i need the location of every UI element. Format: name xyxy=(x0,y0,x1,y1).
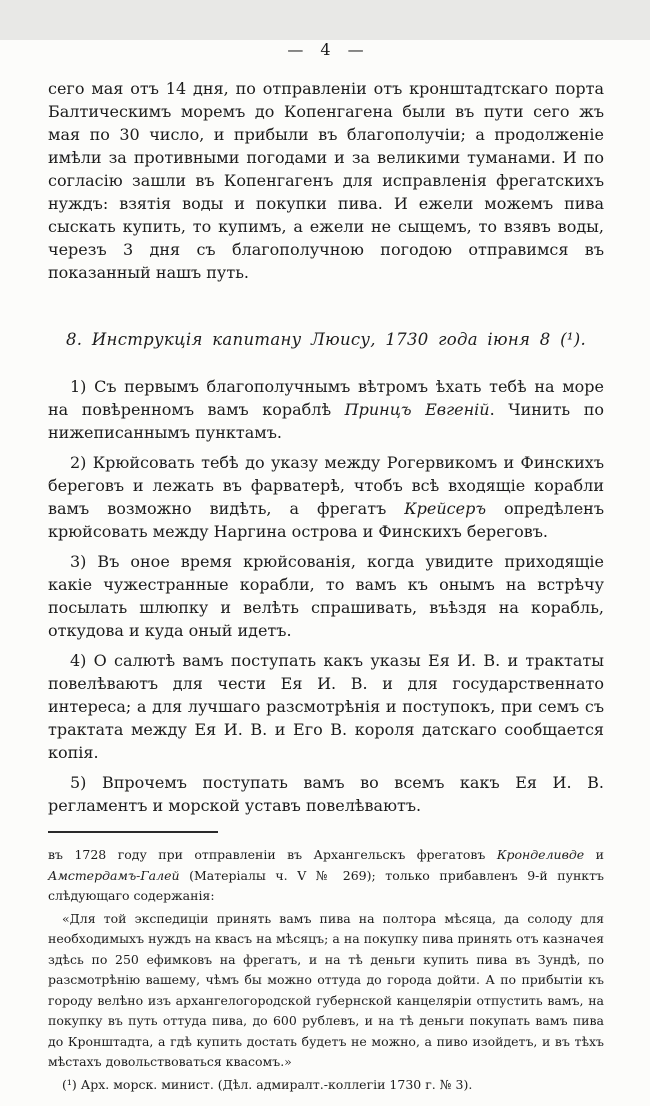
instruction-item-2 xyxy=(48,451,604,543)
instruction-2-text: 2) Крюйсовать тебѣ до указу между Рогервикомъ и Финскихъ береговъ и лежать въ фарватерѣ, чтобъ всѣ входящіе корабли вамъ возможно видѣть, а фрегатъ xyxy=(48,453,604,518)
instruction-item-1 xyxy=(48,375,604,444)
footnote-separator xyxy=(48,831,218,833)
ship-name-kreyser: Крейсеръ xyxy=(404,499,486,518)
instruction-1-text-after: . Чинить по нижеписаннымъ пунктамъ. xyxy=(48,400,604,442)
footnotes-block xyxy=(48,845,604,1095)
scanned-book-page xyxy=(0,40,650,1106)
section-heading: 8. Инструкція капитану Люису, 1730 года іюня 8 (¹). xyxy=(65,330,587,349)
instruction-2-text-after: опредѣленъ крюйсовать между Наргина острова и Финскихъ береговъ. xyxy=(48,499,604,541)
footnote-continuation-mid: и xyxy=(584,847,604,862)
footnote-continuation xyxy=(48,845,604,907)
ship-name-prince-eugene: Принцъ Евгеній xyxy=(344,400,490,419)
footnote-continuation-after: (Матеріалы ч. V № 269); только прибавленъ 9-й пунктъ слѣдующаго содержанія: xyxy=(48,867,604,903)
footnote-quote: «Для той экспедиціи принять вамъ пива на полтора мѣсяца, да солоду для необходимыхъ нуждъ на квасъ на мѣсяцъ; а на покупку пива принять отъ казначея здѣсь по 250 ефимковъ на фрегатъ, и на тѣ деньги купить пива въ Зундѣ, по разсмотрѣнію вашему, чѣмъ бы можно оттуда до города дойти. А по прибытіи къ городу велѣно изъ архангелогородской губернской канцеляріи отпустить вамъ, на покупку въ путь оттуда пива, до 600 рублевъ, и на тѣ деньги покупать вамъ пива до Кронштадта, а гдѣ купить достать будетъ не можно, а пиво изойдетъ, и въ тѣхъ мѣстахъ довольствоваться квасомъ.» xyxy=(48,910,604,1069)
ship-name-amsterdam-galey: Амстердамъ-Галей xyxy=(48,867,180,883)
instruction-item-5: 5) Впрочемъ поступать вамъ во всемъ какъ Ея И. В. регламентъ и морской уставъ повелѣваютъ. xyxy=(48,773,604,815)
instruction-1-text: 1) Съ первымъ благополучнымъ вѣтромъ ѣхать тебѣ на море на повѣренномъ вамъ кораблѣ xyxy=(48,377,604,419)
instruction-item-4: 4) О салютѣ вамъ поступать какъ указы Ея И. В. и трактаты повелѣваютъ для чести Ея И. В. и для государственнато интереса; а для лучшаго разсмотрѣнія и поступокъ, при семъ съ трактата между Ея И. В. и Его В. короля датскаго сообщается копія. xyxy=(48,651,604,762)
footnote-continuation-text: въ 1728 году при отправленіи въ Архангельскъ фрегатовъ xyxy=(48,847,497,862)
instruction-item-3: 3) Въ оное время крюйсованія, когда увидите приходящіе какіе чужестранные корабли, то вамъ къ онымъ на встрѣчу посылать шлюпку и велѣть спрашивать, въѣздя на корабль, откудова и куда оный идетъ. xyxy=(48,552,604,640)
intro-paragraph: сего мая отъ 14 дня, по отправленіи отъ кронштадтскаго порта Балтическимъ моремъ до Копенгагена были въ пути сего жъ мая по 30 число, и прибыли въ благополучіи; а продолженіе имѣли за противными погодами и за великими туманами. И по согласію зашли въ Копенгагенъ для исправленія фрегатскихъ нуждъ: взятія воды и покупки пива. И ежели можемъ пива сыскать купить, то купимъ, а ежели не сыщемъ, то взявъ воды, черезъ 3 дня съ благополучною погодою отправимся въ показанный нашъ путь. xyxy=(48,79,604,282)
page-number: — 4 — xyxy=(287,40,365,59)
ship-name-krondelivde: Кронделивде xyxy=(496,847,585,862)
footnote-source: (¹) Арх. морск. минист. (Дѣл. адмиралт.-коллегіи 1730 г. № 3). xyxy=(62,1076,473,1092)
